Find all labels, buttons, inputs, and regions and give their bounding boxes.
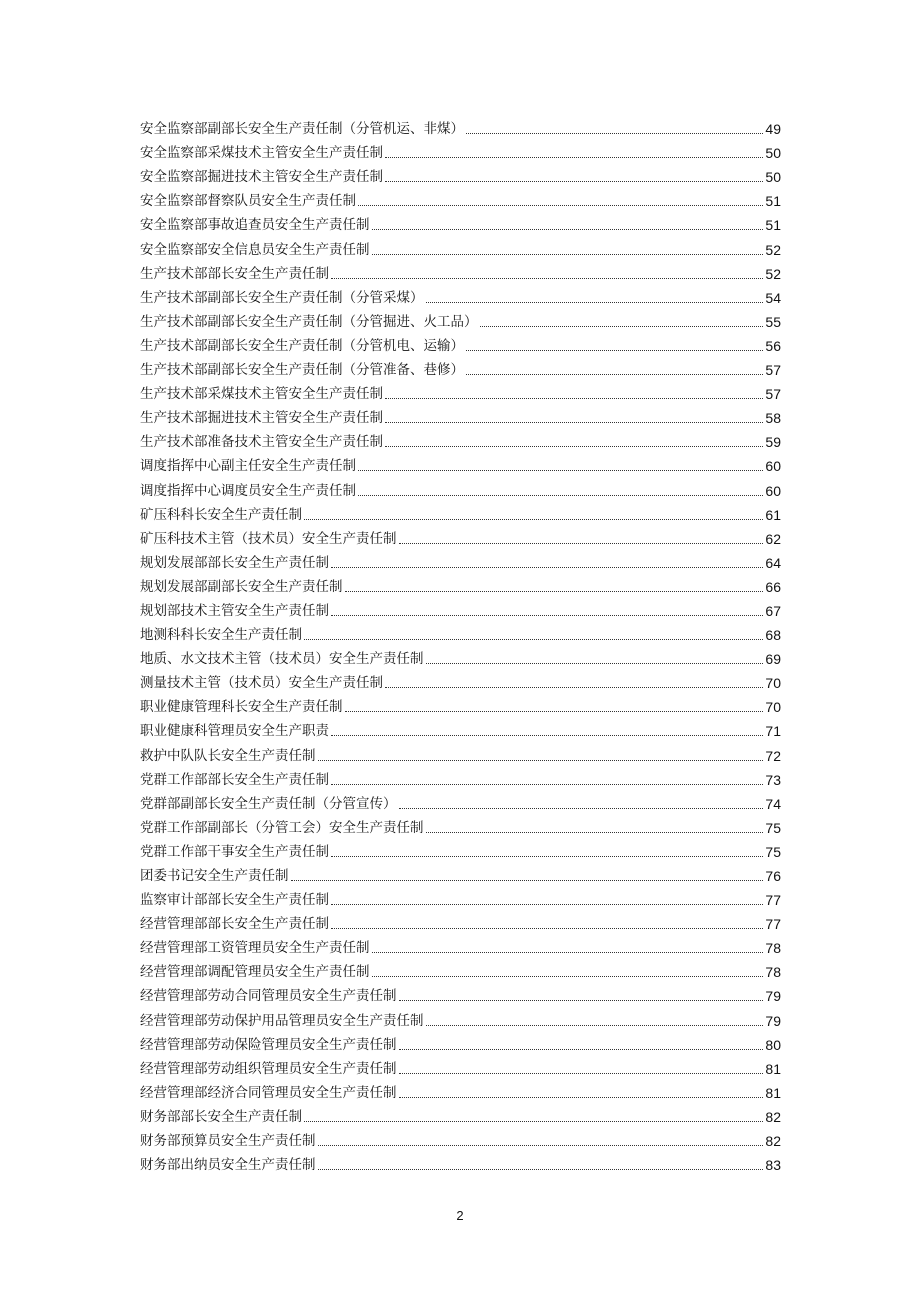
- toc-entry-title: 监察审计部部长安全生产责任制: [140, 892, 329, 909]
- toc-dot-leader: [426, 663, 764, 664]
- toc-entry[interactable]: [140, 644, 781, 668]
- toc-entry-title: 规划部技术主管安全生产责任制: [140, 602, 329, 619]
- toc-entry-page: 70: [765, 699, 781, 716]
- toc-entry[interactable]: [140, 548, 781, 572]
- toc-entry-title: 生产技术部采煤技术主管安全生产责任制: [140, 386, 383, 403]
- toc-entry[interactable]: [140, 355, 781, 379]
- toc-dot-leader: [385, 446, 763, 447]
- toc-entry-title: 生产技术部副部长安全生产责任制（分管采煤）: [140, 289, 424, 306]
- toc-dot-leader: [399, 1097, 764, 1098]
- toc-dot-leader: [426, 832, 764, 833]
- toc-entry[interactable]: [140, 765, 781, 789]
- toc-entry[interactable]: [140, 668, 781, 692]
- toc-entry[interactable]: [140, 186, 781, 210]
- toc-dot-leader: [358, 470, 763, 471]
- toc-dot-leader: [385, 687, 763, 688]
- toc-dot-leader: [331, 928, 763, 929]
- toc-entry-title: 经营管理部劳动组织管理员安全生产责任制: [140, 1060, 397, 1077]
- toc-dot-leader: [331, 784, 763, 785]
- toc-entry[interactable]: [140, 861, 781, 885]
- toc-entry-page: 62: [765, 530, 781, 547]
- toc-entry[interactable]: [140, 234, 781, 258]
- toc-dot-leader: [345, 711, 764, 712]
- toc-entry-page: 58: [765, 410, 781, 427]
- toc-entry-title: 生产技术部副部长安全生产责任制（分管机电、运输）: [140, 337, 464, 354]
- toc-entry[interactable]: [140, 572, 781, 596]
- toc-entry[interactable]: [140, 451, 781, 475]
- toc-dot-leader: [466, 133, 763, 134]
- toc-entry-title: 安全监察部督察队员安全生产责任制: [140, 193, 356, 210]
- toc-entry-title: 经营管理部部长安全生产责任制: [140, 916, 329, 933]
- toc-entry[interactable]: [140, 981, 781, 1005]
- toc-entry[interactable]: [140, 716, 781, 740]
- toc-dot-leader: [331, 735, 763, 736]
- toc-entry-page: 55: [765, 313, 781, 330]
- toc-entry[interactable]: [140, 1005, 781, 1029]
- toc-entry-page: 67: [765, 602, 781, 619]
- toc-entry-page: 52: [765, 265, 781, 282]
- toc-entry-title: 生产技术部准备技术主管安全生产责任制: [140, 434, 383, 451]
- toc-entry-title: 安全监察部采煤技术主管安全生产责任制: [140, 145, 383, 162]
- toc-entry-page: 80: [765, 1036, 781, 1053]
- toc-dot-leader: [304, 1121, 763, 1122]
- toc-entry-title: 党群工作部副部长（分管工会）安全生产责任制: [140, 819, 424, 836]
- toc-dot-leader: [318, 1169, 764, 1170]
- toc-entry-page: 51: [765, 217, 781, 234]
- toc-entry-title: 经营管理部劳动保护用品管理员安全生产责任制: [140, 1012, 424, 1029]
- toc-entry-page: 64: [765, 554, 781, 571]
- toc-entry-page: 82: [765, 1108, 781, 1125]
- toc-dot-leader: [372, 952, 764, 953]
- toc-dot-leader: [399, 1000, 764, 1001]
- toc-entry-title: 安全监察部副部长安全生产责任制（分管机运、非煤）: [140, 121, 464, 138]
- toc-entry-page: 72: [765, 747, 781, 764]
- toc-dot-leader: [385, 398, 763, 399]
- toc-entry-title: 经营管理部劳动合同管理员安全生产责任制: [140, 988, 397, 1005]
- toc-entry[interactable]: [140, 331, 781, 355]
- toc-entry-page: 52: [765, 241, 781, 258]
- toc-entry-page: 66: [765, 578, 781, 595]
- toc-dot-leader: [291, 880, 764, 881]
- toc-entry[interactable]: [140, 1078, 781, 1102]
- table-of-contents: [140, 114, 781, 1174]
- toc-dot-leader: [318, 1145, 764, 1146]
- toc-entry-page: 81: [765, 1084, 781, 1101]
- toc-dot-leader: [399, 808, 764, 809]
- toc-entry-title: 安全监察部掘进技术主管安全生产责任制: [140, 169, 383, 186]
- toc-entry-title: 经营管理部调配管理员安全生产责任制: [140, 964, 370, 981]
- toc-dot-leader: [466, 350, 763, 351]
- toc-entry-page: 77: [765, 916, 781, 933]
- toc-dot-leader: [304, 639, 763, 640]
- toc-entry-title: 财务部出纳员安全生产责任制: [140, 1157, 316, 1174]
- toc-entry[interactable]: [140, 379, 781, 403]
- toc-dot-leader: [331, 278, 763, 279]
- toc-dot-leader: [399, 1073, 764, 1074]
- toc-entry[interactable]: [140, 403, 781, 427]
- toc-entry[interactable]: [140, 210, 781, 234]
- toc-entry[interactable]: [140, 1150, 781, 1174]
- toc-entry-page: 82: [765, 1133, 781, 1150]
- toc-entry-title: 调度指挥中心副主任安全生产责任制: [140, 458, 356, 475]
- toc-entry[interactable]: [140, 524, 781, 548]
- toc-dot-leader: [358, 205, 763, 206]
- toc-entry-page: 49: [765, 121, 781, 138]
- toc-entry[interactable]: [140, 909, 781, 933]
- toc-entry[interactable]: [140, 1102, 781, 1126]
- toc-dot-leader: [466, 374, 763, 375]
- toc-entry-title: 职业健康科管理员安全生产职责: [140, 723, 329, 740]
- toc-dot-leader: [385, 157, 763, 158]
- toc-entry-page: 50: [765, 145, 781, 162]
- toc-entry-page: 56: [765, 337, 781, 354]
- toc-entry-page: 75: [765, 843, 781, 860]
- toc-dot-leader: [345, 591, 764, 592]
- toc-entry-page: 68: [765, 627, 781, 644]
- toc-entry-title: 地测科科长安全生产责任制: [140, 627, 302, 644]
- toc-entry-page: 73: [765, 771, 781, 788]
- toc-entry-title: 生产技术部副部长安全生产责任制（分管准备、巷修）: [140, 362, 464, 379]
- toc-entry-page: 79: [765, 1012, 781, 1029]
- toc-entry[interactable]: [140, 162, 781, 186]
- toc-dot-leader: [331, 904, 763, 905]
- toc-dot-leader: [331, 856, 763, 857]
- toc-entry[interactable]: [140, 1054, 781, 1078]
- toc-dot-leader: [358, 495, 763, 496]
- toc-entry[interactable]: [140, 813, 781, 837]
- toc-entry-page: 61: [765, 506, 781, 523]
- toc-entry-page: 75: [765, 819, 781, 836]
- toc-entry[interactable]: [140, 1126, 781, 1150]
- toc-entry-page: 78: [765, 940, 781, 957]
- toc-entry-title: 党群工作部干事安全生产责任制: [140, 843, 329, 860]
- toc-entry-title: 规划发展部部长安全生产责任制: [140, 554, 329, 571]
- toc-entry-page: 54: [765, 289, 781, 306]
- toc-entry[interactable]: [140, 138, 781, 162]
- toc-entry-page: 57: [765, 386, 781, 403]
- toc-dot-leader: [480, 326, 764, 327]
- toc-entry-title: 生产技术部副部长安全生产责任制（分管掘进、火工品）: [140, 313, 478, 330]
- toc-entry[interactable]: [140, 1030, 781, 1054]
- toc-dot-leader: [331, 567, 763, 568]
- toc-entry[interactable]: [140, 475, 781, 499]
- toc-entry-page: 71: [765, 723, 781, 740]
- toc-entry-title: 地质、水文技术主管（技术员）安全生产责任制: [140, 651, 424, 668]
- toc-entry-title: 矿压科科长安全生产责任制: [140, 506, 302, 523]
- toc-entry-page: 57: [765, 362, 781, 379]
- toc-entry-title: 规划发展部副部长安全生产责任制: [140, 578, 343, 595]
- toc-dot-leader: [399, 1049, 764, 1050]
- toc-entry-title: 职业健康管理科长安全生产责任制: [140, 699, 343, 716]
- toc-entry-title: 党群工作部部长安全生产责任制: [140, 771, 329, 788]
- toc-entry-page: 77: [765, 892, 781, 909]
- toc-entry-title: 安全监察部安全信息员安全生产责任制: [140, 241, 370, 258]
- toc-entry-page: 79: [765, 988, 781, 1005]
- toc-entry-title: 团委书记安全生产责任制: [140, 868, 289, 884]
- toc-entry-page: 59: [765, 434, 781, 451]
- toc-entry-title: 矿压科技术主管（技术员）安全生产责任制: [140, 530, 397, 547]
- toc-entry-page: 50: [765, 169, 781, 186]
- toc-entry-page: 83: [765, 1157, 781, 1174]
- toc-entry-title: 生产技术部掘进技术主管安全生产责任制: [140, 410, 383, 427]
- toc-entry-page: 60: [765, 458, 781, 475]
- toc-entry[interactable]: [140, 837, 781, 861]
- toc-dot-leader: [331, 615, 763, 616]
- toc-dot-leader: [426, 1025, 764, 1026]
- toc-dot-leader: [399, 543, 764, 544]
- toc-entry[interactable]: [140, 307, 781, 331]
- toc-entry[interactable]: [140, 789, 781, 813]
- toc-entry[interactable]: [140, 933, 781, 957]
- toc-entry[interactable]: [140, 596, 781, 620]
- toc-entry[interactable]: [140, 427, 781, 451]
- toc-entry[interactable]: [140, 885, 781, 909]
- toc-dot-leader: [426, 302, 764, 303]
- toc-entry-title: 测量技术主管（技术员）安全生产责任制: [140, 675, 383, 692]
- toc-entry-title: 生产技术部部长安全生产责任制: [140, 265, 329, 282]
- toc-entry-title: 财务部预算员安全生产责任制: [140, 1133, 316, 1150]
- toc-entry-title: 经营管理部劳动保险管理员安全生产责任制: [140, 1036, 397, 1053]
- toc-dot-leader: [372, 254, 764, 255]
- toc-entry-page: 70: [765, 675, 781, 692]
- toc-entry-title: 经营管理部经济合同管理员安全生产责任制: [140, 1084, 397, 1101]
- toc-entry-page: 69: [765, 651, 781, 668]
- page-number: 2: [456, 1208, 464, 1223]
- toc-entry[interactable]: [140, 692, 781, 716]
- toc-dot-leader: [385, 422, 763, 423]
- toc-entry[interactable]: [140, 500, 781, 524]
- toc-entry[interactable]: [140, 283, 781, 307]
- toc-entry[interactable]: [140, 620, 781, 644]
- toc-dot-leader: [372, 976, 764, 977]
- toc-dot-leader: [372, 229, 764, 230]
- toc-entry-title: 安全监察部事故追查员安全生产责任制: [140, 217, 370, 234]
- toc-entry-title: 经营管理部工资管理员安全生产责任制: [140, 940, 370, 957]
- toc-entry[interactable]: [140, 957, 781, 981]
- toc-entry-page: 51: [765, 193, 781, 210]
- toc-dot-leader: [318, 760, 764, 761]
- toc-entry-page: 74: [765, 795, 781, 812]
- toc-entry-title: 调度指挥中心调度员安全生产责任制: [140, 482, 356, 499]
- toc-entry-page: 76: [765, 868, 781, 884]
- toc-entry-title: 救护中队队长安全生产责任制: [140, 747, 316, 764]
- toc-dot-leader: [304, 519, 763, 520]
- toc-entry[interactable]: [140, 740, 781, 764]
- toc-entry-title: 财务部部长安全生产责任制: [140, 1108, 302, 1125]
- toc-entry[interactable]: [140, 114, 781, 138]
- toc-entry[interactable]: [140, 259, 781, 283]
- toc-entry-page: 81: [765, 1060, 781, 1077]
- toc-entry-title: 党群部副部长安全生产责任制（分管宣传）: [140, 795, 397, 812]
- toc-entry-page: 78: [765, 964, 781, 981]
- toc-entry-page: 60: [765, 482, 781, 499]
- toc-dot-leader: [385, 181, 763, 182]
